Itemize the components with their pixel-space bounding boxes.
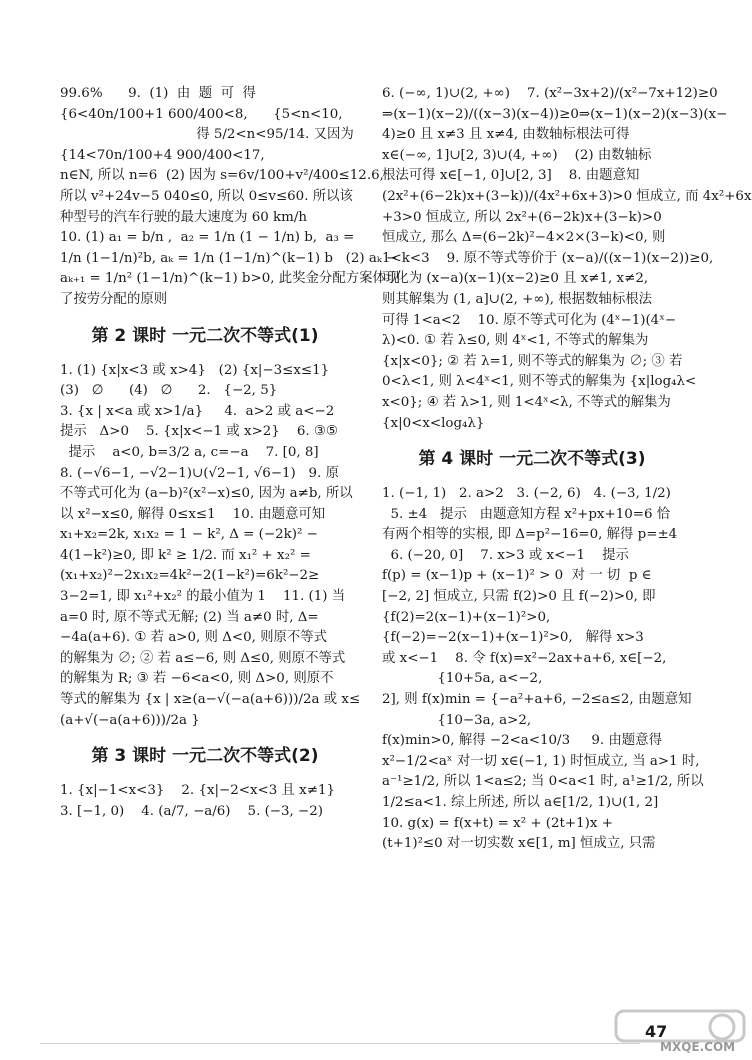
left-column (60, 84, 400, 822)
text-line: 3−2=1, 即 x₁²+x₂² 的最小值为 1 11. (1) 当 (60, 589, 346, 605)
text-line: aₖ₊₁ = 1/n² (1−1/n)^(k−1) b>0, 此奖金分配方案体现 (60, 271, 400, 287)
text-line: 得 5/2<n<95/14. 又因为 (60, 127, 354, 143)
text-line: 可得 1<a<2 10. 原不等式可化为 (4ˣ−1)(4ˣ− (382, 312, 677, 328)
text-line: (a+√(−a(a+6)))/2a } (60, 712, 200, 728)
text-line: {10−3a, a>2, (382, 712, 532, 728)
text-line: {x|x<0}; ② 若 λ=1, 则不等式的解集为 ∅; ③ 若 (382, 353, 683, 369)
text-line: 3. [−1, 0) 4. (a/7, −a/6) 5. (−3, −2) (60, 803, 324, 819)
text-line: {14<70n/100+4 900/400<17, (60, 147, 265, 163)
text-line: −4a(a+6). ① 若 a>0, 则 Δ<0, 则原不等式 (60, 630, 328, 646)
left-text-block-1 (60, 84, 400, 311)
text-line: 不等式可化为 (a−b)²(x²−x)≤0, 因为 a≠b, 所以 (60, 486, 353, 502)
text-line: 根法可得 x∈[−1, 0]∪[2, 3] 8. 由题意知 (382, 168, 640, 184)
left-text-block-3 (60, 781, 350, 822)
text-line: [−2, 2] 恒成立, 只需 f(2)>0 且 f(−2)>0, 即 (382, 589, 656, 605)
text-line: 1/2≤a<1. 综上所述, 所以 a∈[1/2, 1)∪(1, 2] (382, 795, 659, 810)
text-line: 8. (−√6−1, −√2−1)∪(√2−1, √6−1) 9. 原 (60, 465, 339, 481)
right-column (382, 84, 752, 855)
text-line: 4)≥0 且 x≠3 且 x≠4, 由数轴标根法可得 (382, 127, 630, 143)
text-line: 99.6% 9. (1) 由 题 可 得 (60, 86, 256, 101)
text-line: x<0}; ④ 若 λ>1, 则 1<4ˣ<λ, 不等式的解集为 (382, 394, 671, 410)
footer-divider (40, 1043, 640, 1044)
text-line: x₁+x₂=2k, x₁x₂ = 1 − k², Δ = (−2k)² − (60, 527, 318, 543)
text-line: 种型号的汽车行驶的最大速度为 60 km/h (60, 209, 307, 225)
text-line: 可化为 (x−a)(x−1)(x−2)≥0 且 x≠1, x≠2, (382, 271, 649, 287)
text-line: 5. ±4 提示 由题意知方程 x²+px+10=6 恰 (382, 506, 671, 522)
watermark-text: MXQE.COM (660, 1040, 736, 1054)
text-line: 6. (−20, 0] 7. x>3 或 x<−1 提示 (382, 547, 629, 563)
text-line: {f(−2)=−2(x−1)+(x−1)²>0, 解得 x>3 (382, 630, 644, 646)
text-line: 或 x<−1 8. 令 f(x)=x²−2ax+a+6, x∈[−2, (382, 650, 667, 666)
text-line: 0<λ<1, 则 λ<4ˣ<1, 则不等式的解集为 {x|log₄λ< (382, 374, 697, 390)
text-line: 1. (1) {x|x<3 或 x>4} (2) {x|−3≤x≤1} (60, 362, 330, 378)
text-line: ⇒(x−1)(x−2)/((x−3)(x−4))≥0⇒(x−1)(x−2)(x−3)(x− (382, 106, 728, 122)
text-line: 恒成立, 那么 Δ=(6−2k)²−4×2×(3−k)<0, 则 (382, 230, 666, 246)
text-line: 4(1−k²)≥0, 即 k² ≥ 1/2. 而 x₁² + x₂² = (60, 547, 311, 563)
text-line: (t+1)²≤0 对一切实数 x∈[1, m] 恒成立, 只需 (382, 836, 656, 852)
text-line: λ)<0. ① 若 λ≤0, 则 4ˣ<1, 不等式的解集为 (382, 333, 649, 349)
text-line: 等式的解集为 {x | x≥(a−√(−a(a+6)))/2a 或 x≤ (60, 692, 361, 708)
text-line: 1/n (1−1/n)²b, aₖ = 1/n (1−1/n)^(k−1) b (2) aₖ − (60, 250, 398, 266)
section-title-lesson-2: 第 2 课时 一元二次不等式(1) (91, 325, 319, 346)
text-line: 1<k<3 9. 原不等式等价于 (x−a)/((x−1)(x−2))≥0, (382, 250, 714, 266)
text-line: x∈(−∞, 1]∪[2, 3)∪(4, +∞) (2) 由数轴标 (382, 147, 652, 163)
text-line: 3. {x | x<a 或 x>1/a} 4. a>2 或 a<−2 (60, 403, 335, 419)
text-line: 提示 Δ>0 5. {x|x<−1 或 x>2} 6. ③⑤ (60, 424, 338, 440)
text-line: a=0 时, 原不等式无解; (2) 当 a≠0 时, Δ= (60, 609, 319, 625)
text-line: 提示 a<0, b=3/2 a, c=−a 7. [0, 8] (60, 444, 319, 460)
text-line: a⁻¹≥1/2, 所以 1<a≤2; 当 0<a<1 时, a¹≥1/2, 所以 (382, 774, 704, 790)
text-line: 10. (1) a₁ = b/n , a₂ = 1/n (1 − 1/n) b, a₃ = (60, 230, 355, 246)
text-line: {x|0<x<log₄λ} (382, 415, 485, 431)
text-line: f(p) = (x−1)p + (x−1)² > 0 对 一 切 p ∈ (382, 568, 652, 584)
text-line: {f(2)=2(x−1)+(x−1)²>0, (382, 609, 551, 625)
text-line: (2x²+(6−2k)x+(3−k))/(4x²+6x+3)>0 恒成立, 而 4x²+6x (382, 188, 752, 204)
text-line: +3>0 恒成立, 所以 2x²+(6−2k)x+(3−k)>0 (382, 209, 662, 225)
text-line: 1. {x|−1<x<3} 2. {x|−2<x<3 且 x≠1} (60, 783, 335, 799)
text-line: 以 x²−x≤0, 解得 0≤x≤1 10. 由题意可知 (60, 506, 326, 522)
text-line: n∈N, 所以 n=6 (2) 因为 s=6v/100+v²/400≤12.6, (60, 168, 384, 184)
text-line: f(x)min>0, 解得 −2<a<10/3 9. 由题意得 (382, 733, 662, 749)
text-line: 1. (−1, 1) 2. a>2 3. (−2, 6) 4. (−3, 1/2) (382, 486, 671, 502)
text-line: 了按劳分配的原则 (60, 291, 168, 307)
text-line: 所以 v²+24v−5 040≤0, 所以 0≤v≤60. 所以该 (60, 188, 353, 204)
right-text-block-1 (382, 84, 752, 434)
page-number: 47 (645, 1022, 668, 1041)
left-text-block-2 (60, 361, 361, 732)
text-line: 10. g(x) = f(x+t) = x² + (2t+1)x + (382, 815, 613, 831)
text-line: x²−1/2<aˣ 对一切 x∈(−1, 1) 时恒成立, 当 a>1 时, (382, 753, 700, 769)
right-text-block-2 (382, 484, 704, 855)
text-line: {10+5a, a<−2, (382, 671, 543, 687)
text-line: (3) ∅ (4) ∅ 2. {−2, 5} (60, 383, 278, 399)
text-line: 则其解集为 (1, a]∪(2, +∞), 根据数轴标根法 (382, 291, 652, 307)
text-line: 2], 则 f(x)min = {−a²+a+6, −2≤a≤2, 由题意知 (382, 692, 692, 708)
text-line: 6. (−∞, 1)∪(2, +∞) 7. (x²−3x+2)/(x²−7x+12)≥0 (382, 86, 718, 101)
section-title-lesson-3: 第 3 课时 一元二次不等式(2) (91, 746, 319, 767)
text-line: 的解集为 R; ③ 若 −6<a<0, 则 Δ>0, 则原不 (60, 671, 334, 687)
text-line: 的解集为 ∅; ② 若 a≤−6, 则 Δ≤0, 则原不等式 (60, 650, 346, 666)
section-title-lesson-4: 第 4 课时 一元二次不等式(3) (418, 449, 646, 470)
text-line: 有两个相等的实根, 即 Δ=p²−16=0, 解得 p=±4 (382, 527, 678, 543)
text-line: {6<40n/100+1 600/400<8, {5<n<10, (60, 106, 343, 122)
text-line: (x₁+x₂)²−2x₁x₂=4k²−2(1−k²)=6k²−2≥ (60, 568, 320, 584)
